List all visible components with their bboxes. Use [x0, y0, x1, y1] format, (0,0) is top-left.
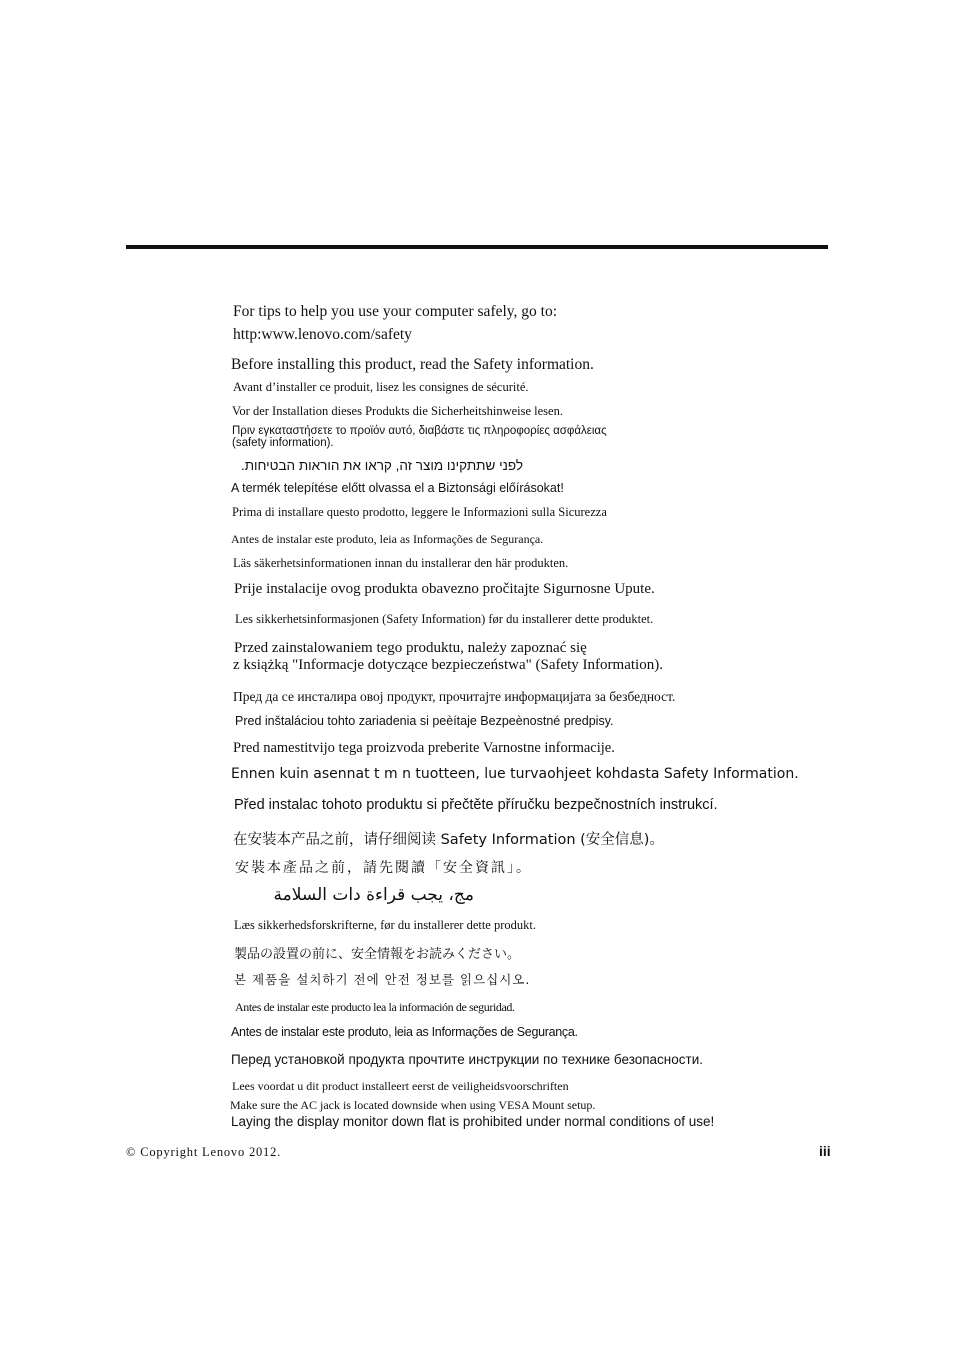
- notice-slovenian: Pred namestitvijo tega proizvoda preberite Varnostne informacije.: [233, 740, 615, 756]
- notice-czech: Před instalac tohoto produktu si přečtěte příručku bezpečnostních instrukcí.: [234, 797, 718, 813]
- notice-greek-line1: Πριν εγκαταστήσετε το προϊόν αυτό, διαβάστε τις πληροφορίες ασφάλειας: [232, 425, 607, 437]
- notice-hungarian: A termék telepítése előtt olvassa el a Biztonsági előírásokat!: [231, 481, 564, 495]
- notice-polish-line1: Przed zainstalowaniem tego produktu, należy zapoznać się: [234, 640, 587, 656]
- page-number: iii: [819, 1143, 831, 1159]
- notice-norwegian: Les sikkerhetsinformasjonen (Safety Information) før du installerer dette produktet.: [235, 612, 654, 626]
- notice-vesa-mount: Make sure the AC jack is located downside when using VESA Mount setup.: [230, 1098, 596, 1112]
- notice-english: Before installing this product, read the Safety information.: [231, 356, 594, 373]
- notice-japanese: 製品の設置の前に、安全情報をお読みください。: [234, 947, 521, 962]
- notice-danish: Læs sikkerhedsforskrifterne, før du installerer dette produkt.: [234, 918, 536, 932]
- notice-french: Avant d’installer ce produit, lisez les consignes de sécurité.: [233, 380, 529, 394]
- notice-russian: Перед установкой продукта прочтите инструкции по технике безопасности.: [231, 1052, 703, 1067]
- notice-dutch: Lees voordat u dit product installeert eerst de veiligheidsvoorschriften: [232, 1079, 569, 1093]
- notice-spanish: Antes de instalar este producto lea la información de seguridad.: [235, 1000, 515, 1014]
- notice-portuguese: Antes de instalar este produto, leia as Informações de Segurança.: [231, 532, 544, 546]
- notice-croatian: Prije instalacije ovog produkta obavezno pročitajte Sigurnosne Upute.: [234, 581, 655, 597]
- notice-greek-line2: (safety information).: [232, 437, 334, 449]
- safety-tips-url: http:www.lenovo.com/safety: [233, 326, 412, 343]
- notice-hebrew: לפני שתתקינו מוצר זה, קראו את הוראות הבטיחות.: [240, 458, 523, 473]
- copyright-notice: © Copyright Lenovo 2012.: [126, 1145, 282, 1159]
- notice-slovak: Pred inštaláciou tohto zariadenia si peèítaje Bezpeènostné predpisy.: [235, 714, 614, 728]
- notice-korean: 본 제품을 설치하기 전에 안전 정보를 읽으십시오.: [234, 972, 531, 987]
- notice-german: Vor der Installation dieses Produkts die Sicherheitshinweise lesen.: [232, 404, 563, 418]
- notice-macedonian: Пред да се инсталира овој продукт, прочитајте информацијата за безбедност.: [233, 689, 676, 704]
- notice-swedish: Läs säkerhetsinformationen innan du installerar den här produkten.: [233, 556, 569, 570]
- notice-chinese-traditional: 安裝本產品之前，請先閱讀「安全資訊」。: [235, 860, 532, 876]
- notice-portuguese-brazil: Antes de instalar este produto, leia as Informações de Segurança.: [231, 1025, 578, 1039]
- notice-lay-flat-warning: Laying the display monitor down flat is prohibited under normal conditions of use!: [231, 1114, 715, 1129]
- notice-polish-line2: z książką "Informacje dotyczące bezpieczeństwa" (Safety Information).: [233, 657, 663, 673]
- notice-finnish: Ennen kuin asennat t m n tuotteen, lue turvaohjeet kohdasta Safety Information.: [231, 766, 799, 782]
- notice-arabic: مج، يجب قراءة دات السلامة: [273, 885, 474, 905]
- notice-chinese-simplified: 在安装本产品之前，请仔细阅读 Safety Information (安全信息)。: [233, 832, 664, 848]
- notice-italian: Prima di installare questo prodotto, leggere le Informazioni sulla Sicurezza: [232, 505, 607, 519]
- safety-tips-intro: For tips to help you use your computer safely, go to:: [233, 303, 558, 320]
